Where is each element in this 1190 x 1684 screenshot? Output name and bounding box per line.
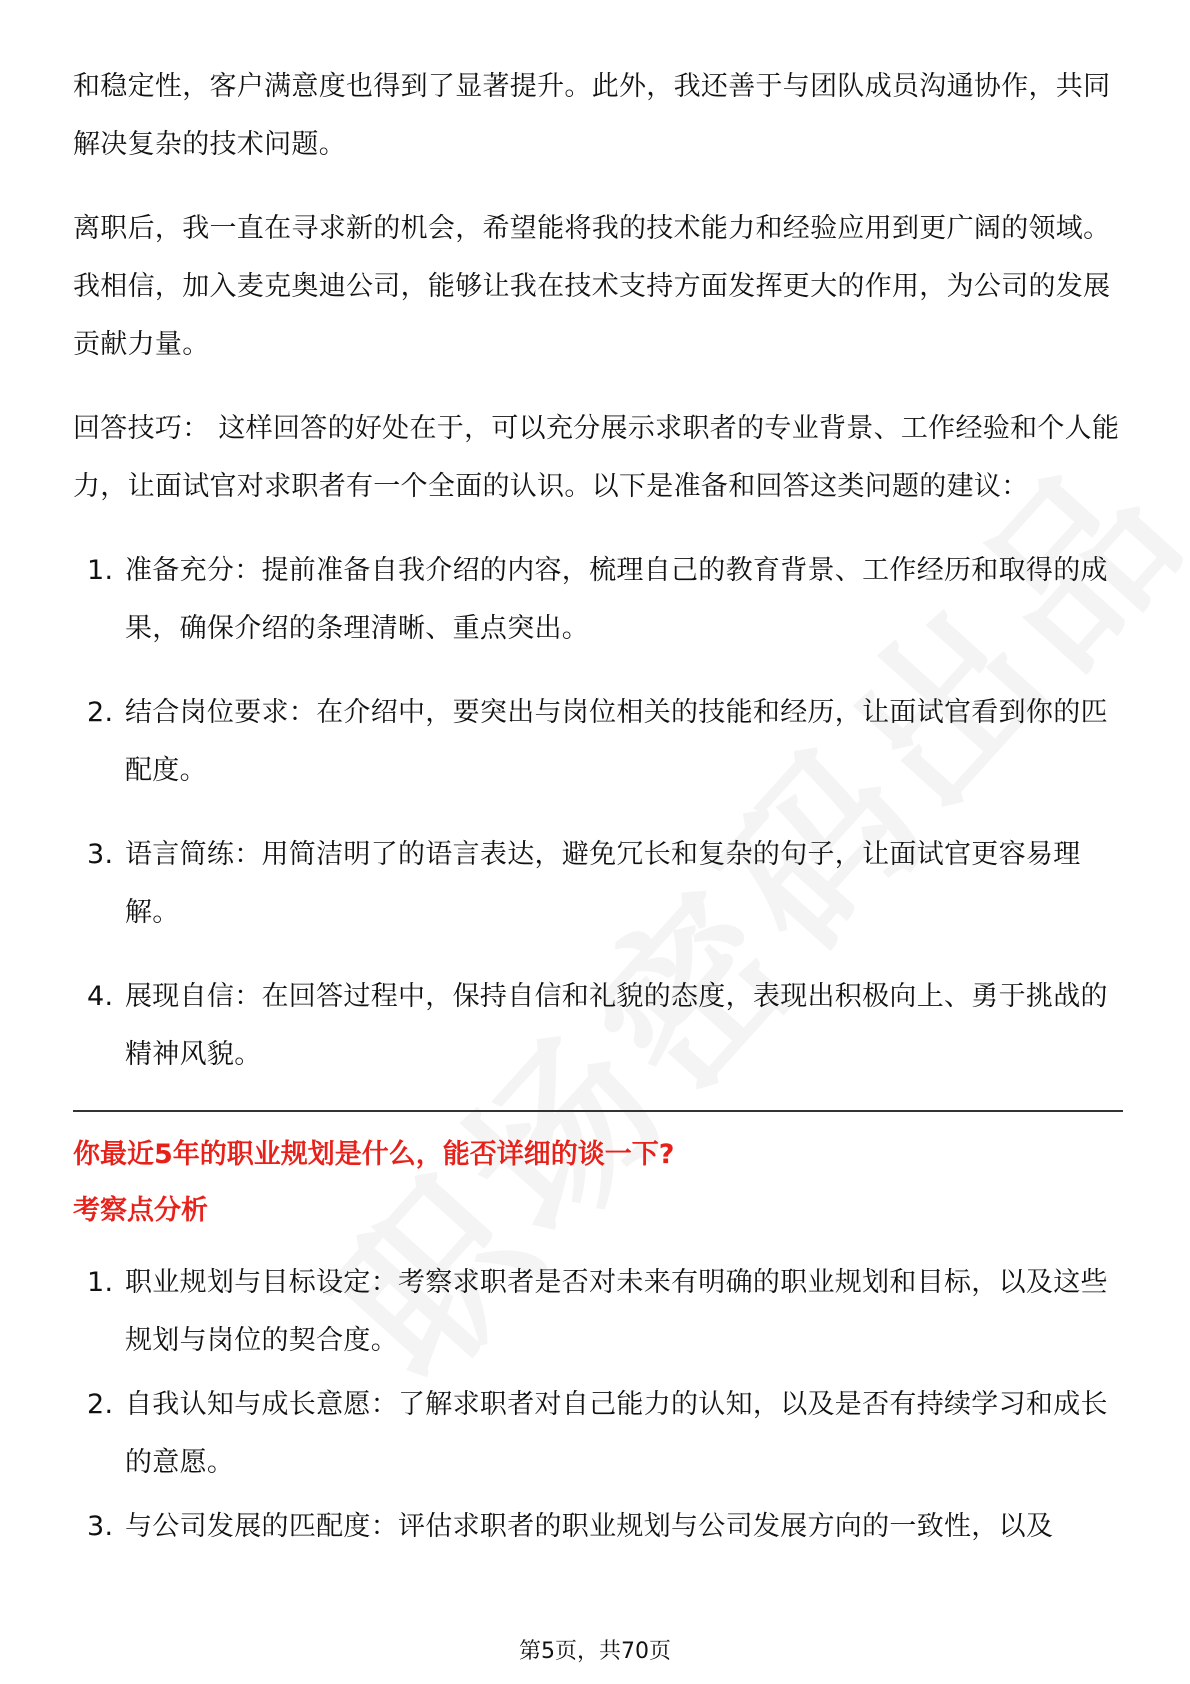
list-item	[73, 826, 1123, 942]
analysis-heading: 考察点分析	[73, 1195, 208, 1226]
list-number: 2.	[87, 1389, 114, 1420]
list-number: 1.	[87, 555, 114, 586]
list-number: 3.	[87, 839, 114, 870]
list-number: 1.	[87, 1267, 114, 1298]
paragraph: 和稳定性，客户满意度也得到了显著提升。此外，我还善于与团队成员沟通协作，共同解决复杂的技术问题。	[73, 71, 1111, 160]
tips-list	[73, 542, 1123, 1084]
question-heading: 你最近5年的职业规划是什么，能否详细的谈一下?	[73, 1139, 675, 1170]
list-item	[73, 1376, 1123, 1492]
analysis-list	[73, 1254, 1123, 1556]
list-item-text: 职业规划与目标设定：考察求职者是否对未来有明确的职业规划和目标，以及这些规划与岗位的契合度。	[125, 1267, 1108, 1356]
list-item-text: 语言简练：用简洁明了的语言表达，避免冗长和复杂的句子，让面试官更容易理解。	[125, 839, 1081, 928]
page-footer: 第5页，共70页	[519, 1639, 671, 1664]
list-item	[73, 542, 1123, 658]
section-divider	[73, 1110, 1123, 1112]
list-item-text: 与公司发展的匹配度：评估求职者的职业规划与公司发展方向的一致性，以及	[125, 1511, 1054, 1542]
list-item	[73, 968, 1123, 1084]
paragraph: 离职后，我一直在寻求新的机会，希望能将我的技术能力和经验应用到更广阔的领域。我相信，加入麦克奥迪公司，能够让我在技术支持方面发挥更大的作用，为公司的发展贡献力量。	[73, 213, 1111, 360]
list-item-text: 自我认知与成长意愿：了解求职者对自己能力的认知，以及是否有持续学习和成长的意愿。	[125, 1389, 1108, 1478]
list-item	[73, 684, 1123, 800]
list-number: 3.	[87, 1511, 114, 1542]
list-item-text: 展现自信：在回答过程中，保持自信和礼貌的态度，表现出积极向上、勇于挑战的精神风貌。	[125, 981, 1108, 1070]
list-number: 4.	[87, 981, 114, 1012]
list-number: 2.	[87, 697, 114, 728]
list-item-text: 结合岗位要求：在介绍中，要突出与岗位相关的技能和经历，让面试官看到你的匹配度。	[125, 697, 1108, 786]
page-content	[73, 58, 1123, 1562]
list-item	[73, 1498, 1123, 1556]
list-item	[73, 1254, 1123, 1370]
paragraph: 回答技巧： 这样回答的好处在于，可以充分展示求职者的专业背景、工作经验和个人能力，让面试官对求职者有一个全面的认识。以下是准备和回答这类问题的建议：	[73, 413, 1120, 502]
list-item-text: 准备充分：提前准备自我介绍的内容，梳理自己的教育背景、工作经历和取得的成果，确保介绍的条理清晰、重点突出。	[125, 555, 1108, 644]
